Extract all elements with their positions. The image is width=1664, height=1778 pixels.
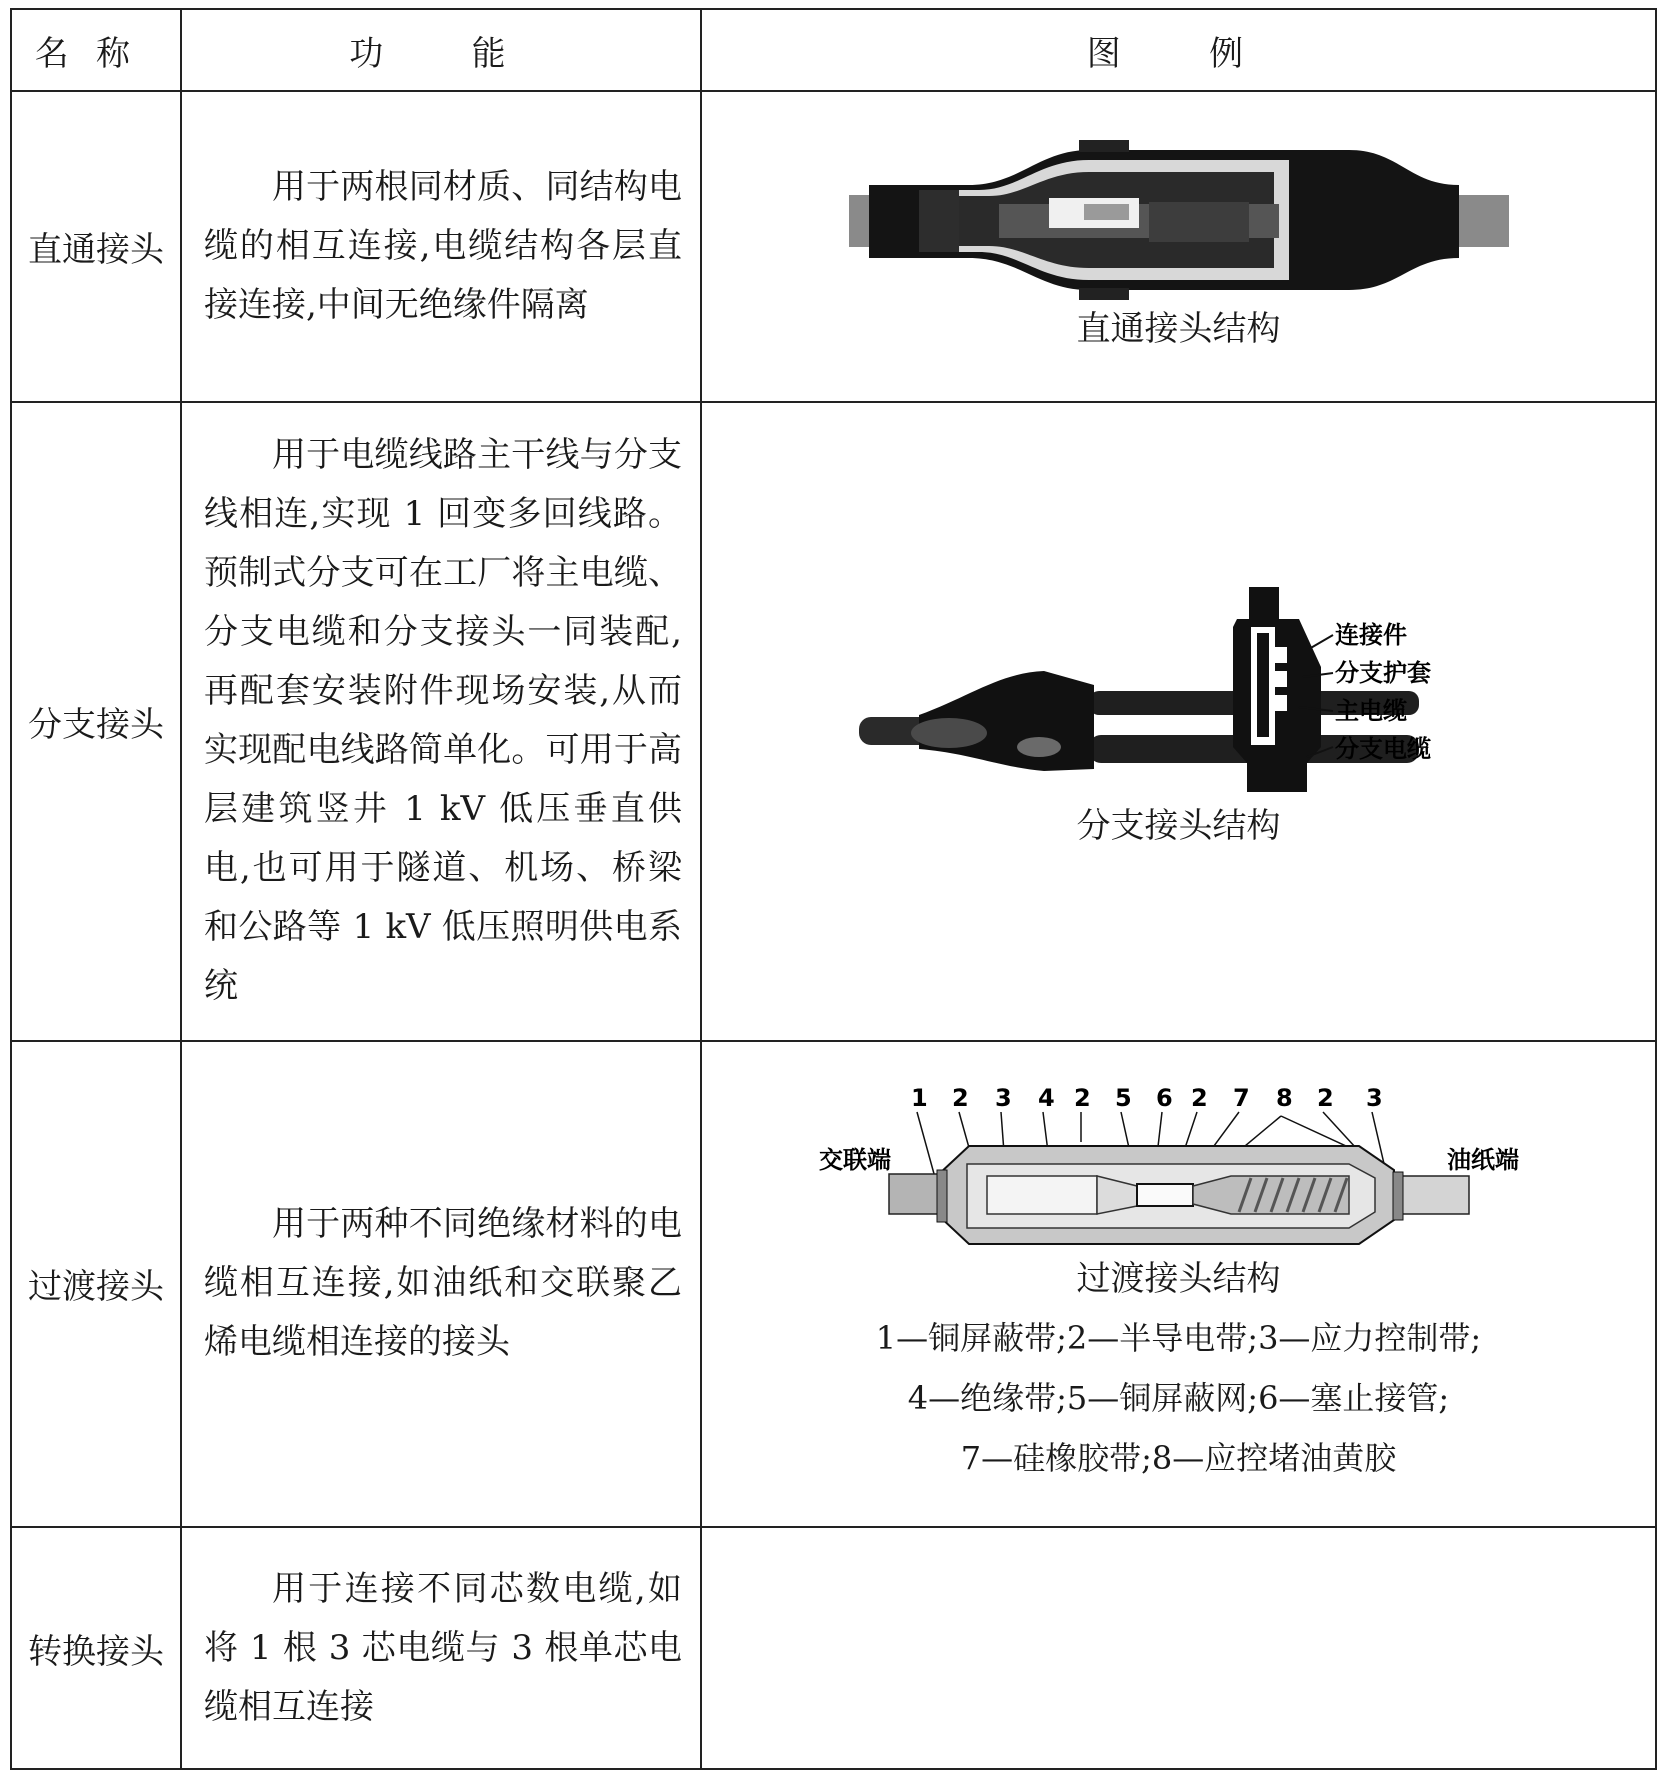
part-number: 2	[951, 1083, 969, 1112]
row-name: 直通接头	[11, 91, 181, 402]
crimp-sleeve	[1084, 204, 1129, 220]
table-row	[11, 402, 1656, 1041]
row-figure-empty	[701, 1527, 1656, 1769]
label-xlpe-end: 交联端	[818, 1145, 891, 1174]
figure-caption: 分支接头结构	[1076, 806, 1281, 847]
part-number-row	[911, 1084, 1383, 1112]
label-connector: 连接件	[1334, 621, 1407, 650]
table-row	[11, 91, 1656, 402]
part-number: 7	[1232, 1083, 1250, 1112]
cable-joint-table	[10, 8, 1657, 1770]
row-function: 用于两种不同绝缘材料的电缆相互连接,如油纸和交联聚乙烯电缆相连接的接头	[181, 1041, 701, 1528]
row-figure	[701, 402, 1656, 1041]
part-number: 8	[1275, 1083, 1293, 1112]
header-row	[11, 9, 1656, 91]
straight-joint-image	[849, 140, 1509, 300]
figure-legend	[702, 1308, 1655, 1488]
transition-joint-image	[819, 1080, 1539, 1250]
figure-caption: 直通接头结构	[1076, 309, 1281, 350]
legend-line: 7—硅橡胶带;8—应控堵油黄胶	[960, 1438, 1397, 1477]
table-row	[11, 1527, 1656, 1769]
xlpe-insulation	[987, 1176, 1097, 1214]
part-number: 6	[1155, 1083, 1173, 1112]
table-row	[11, 1041, 1656, 1528]
legend-line: 1—铜屏蔽带;2—半导电带;3—应力控制带;	[875, 1318, 1482, 1357]
part-number: 2	[1190, 1083, 1208, 1112]
row-name: 过渡接头	[11, 1041, 181, 1528]
sleeve-band-top	[1079, 140, 1129, 152]
row-figure	[701, 1041, 1656, 1528]
part-number: 2	[1316, 1083, 1334, 1112]
row-name: 转换接头	[11, 1527, 181, 1769]
label-branch-sheath: 分支护套	[1334, 659, 1431, 688]
part-number: 5	[1114, 1083, 1132, 1112]
part-number: 4	[1037, 1083, 1055, 1112]
header-function: 功 能	[181, 9, 701, 91]
part-number: 3	[1365, 1083, 1383, 1112]
header-name: 名称	[11, 9, 181, 91]
label-branch-cable: 分支电缆	[1334, 735, 1431, 764]
header-figure: 图 例	[701, 9, 1656, 91]
branch-joint-image	[859, 587, 1499, 797]
label-main-cable: 主电缆	[1334, 697, 1407, 726]
row-function: 用于连接不同芯数电缆,如将 1 根 3 芯电缆与 3 根单芯电缆相互连接	[181, 1527, 701, 1769]
row-function: 用于两根同材质、同结构电缆的相互连接,电缆结构各层直接连接,中间无绝缘件隔离	[181, 91, 701, 402]
copper-shield-band-left	[937, 1170, 947, 1222]
part-number: 1	[910, 1083, 928, 1112]
stop-joint-tube	[1137, 1184, 1193, 1206]
copper-shield-band-right	[1393, 1172, 1403, 1220]
sleeve-band-bottom	[1079, 288, 1129, 300]
row-figure	[701, 91, 1656, 402]
shield-band	[919, 190, 959, 252]
figure-caption: 过渡接头结构	[1076, 1258, 1281, 1299]
legend-line: 4—绝缘带;5—铜屏蔽网;6—塞止接管;	[907, 1378, 1450, 1417]
row-function: 用于电缆线路主干线与分支线相连,实现 1 回变多回线路。预制式分支可在工厂将主电缆、分支电缆和分支接头一同装配,再配套安装附件现场安装,从而实现配电线路简单化。可用于高层建筑竖井 1 kV 低压垂直供电,也可用于隧道、机场、桥梁和公路等 1 kV 低压照明供电系统	[181, 402, 701, 1041]
part-number: 2	[1073, 1083, 1091, 1112]
part-number: 3	[994, 1083, 1012, 1112]
stress-cone	[1149, 202, 1249, 242]
label-oil-paper-end: 油纸端	[1446, 1145, 1519, 1174]
row-name: 分支接头	[11, 402, 181, 1041]
